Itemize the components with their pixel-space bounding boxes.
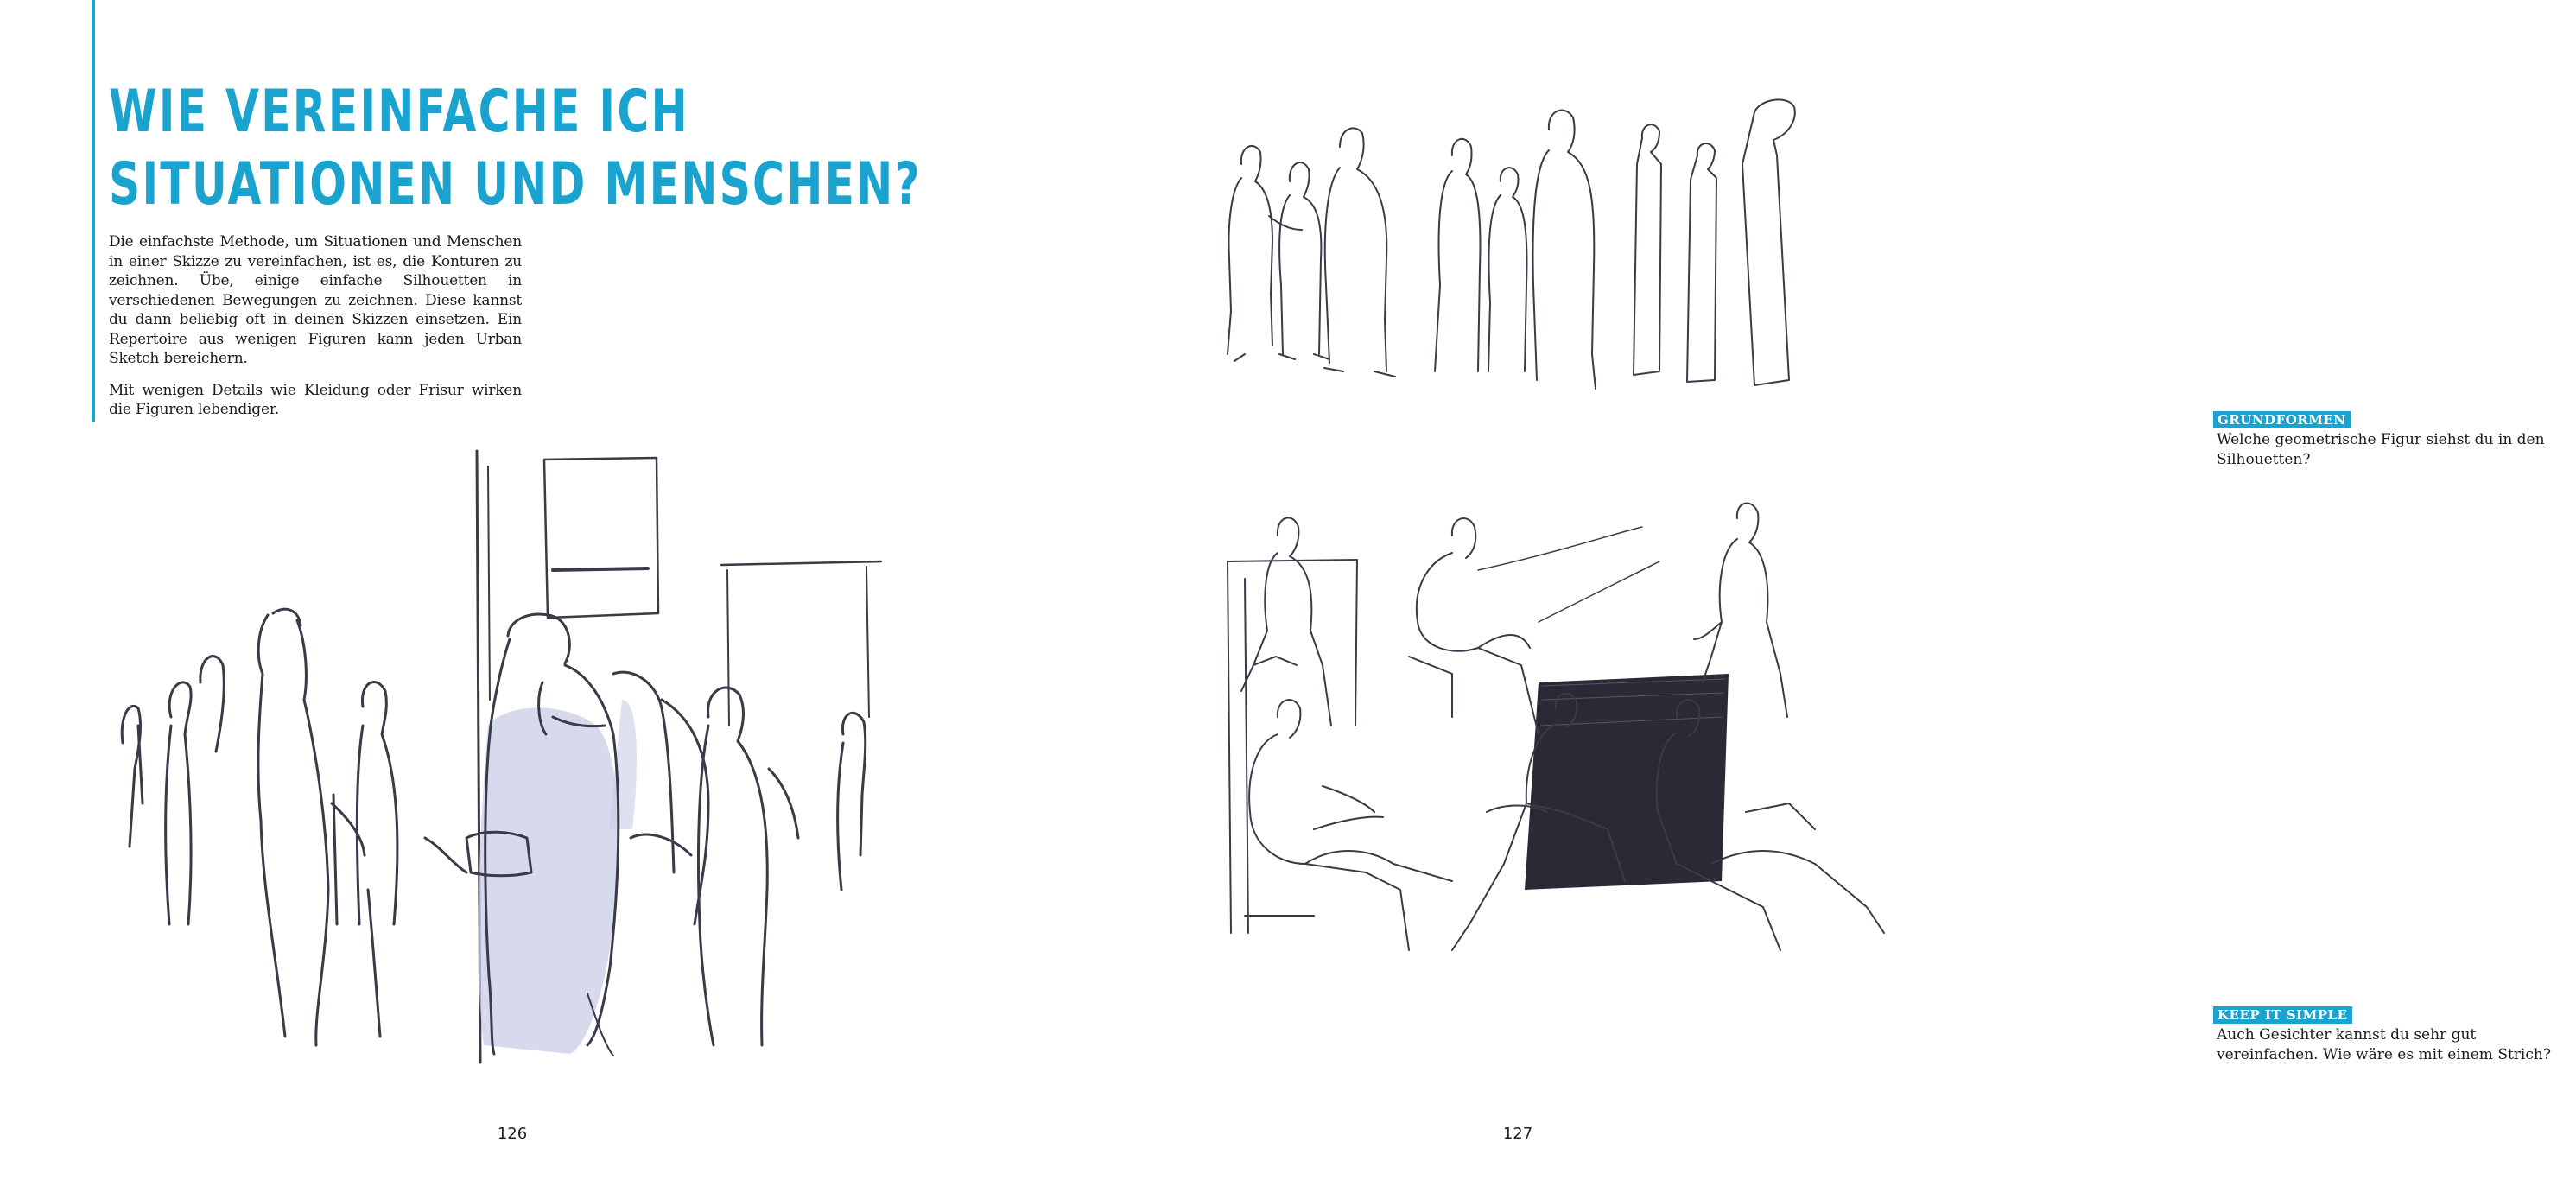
crowd-sketch-illustration [104, 441, 898, 1063]
page-number-left: 126 [497, 1125, 528, 1143]
accent-rule [92, 0, 95, 422]
headline-line-1: WIE VEREINFACHE ICH [109, 78, 689, 146]
right-page [1020, 0, 2551, 1199]
left-page [0, 0, 1020, 1199]
caption-keep-it-simple [2213, 1006, 2576, 1065]
caption-tag-grundformen: GRUNDFORMEN [2213, 411, 2351, 428]
intro-text [109, 232, 522, 432]
caption-text-grundformen: Welche geometrische Figur siehst du in den Silhouetten? [2217, 431, 2545, 468]
page-number-right: 127 [1502, 1125, 1533, 1143]
caption-text-keep-it-simple: Auch Gesichter kannst du sehr gut vereinfachen. Wie wäre es mit einem Strich? [2217, 1026, 2551, 1063]
intro-paragraph-1: Die einfachste Methode, um Situationen und Menschen in einer Skizze zu vereinfachen, ist es, die Konturen zu zeichnen. Übe, einige einfache Silhouetten in verschiedenen Bewegungen zu zeichnen. Diese kannst du dann beliebig oft in deinen Skizzen einsetzen. Ein Repertoire aus wenigen Figuren kann jeden Urban Sketch bereichern. [109, 233, 522, 367]
silhouette-progression-sketch [1193, 95, 1901, 406]
caption-tag-keep-it-simple: KEEP IT SIMPLE [2213, 1006, 2352, 1024]
seated-figures-sketch [1193, 501, 1901, 985]
page-title [109, 76, 922, 221]
caption-grundformen [2213, 411, 2576, 470]
intro-paragraph-2: Mit wenigen Details wie Kleidung oder Frisur wirken die Figuren lebendiger. [109, 381, 522, 418]
headline-line-2: SITUATIONEN UND MENSCHEN? [109, 150, 922, 219]
